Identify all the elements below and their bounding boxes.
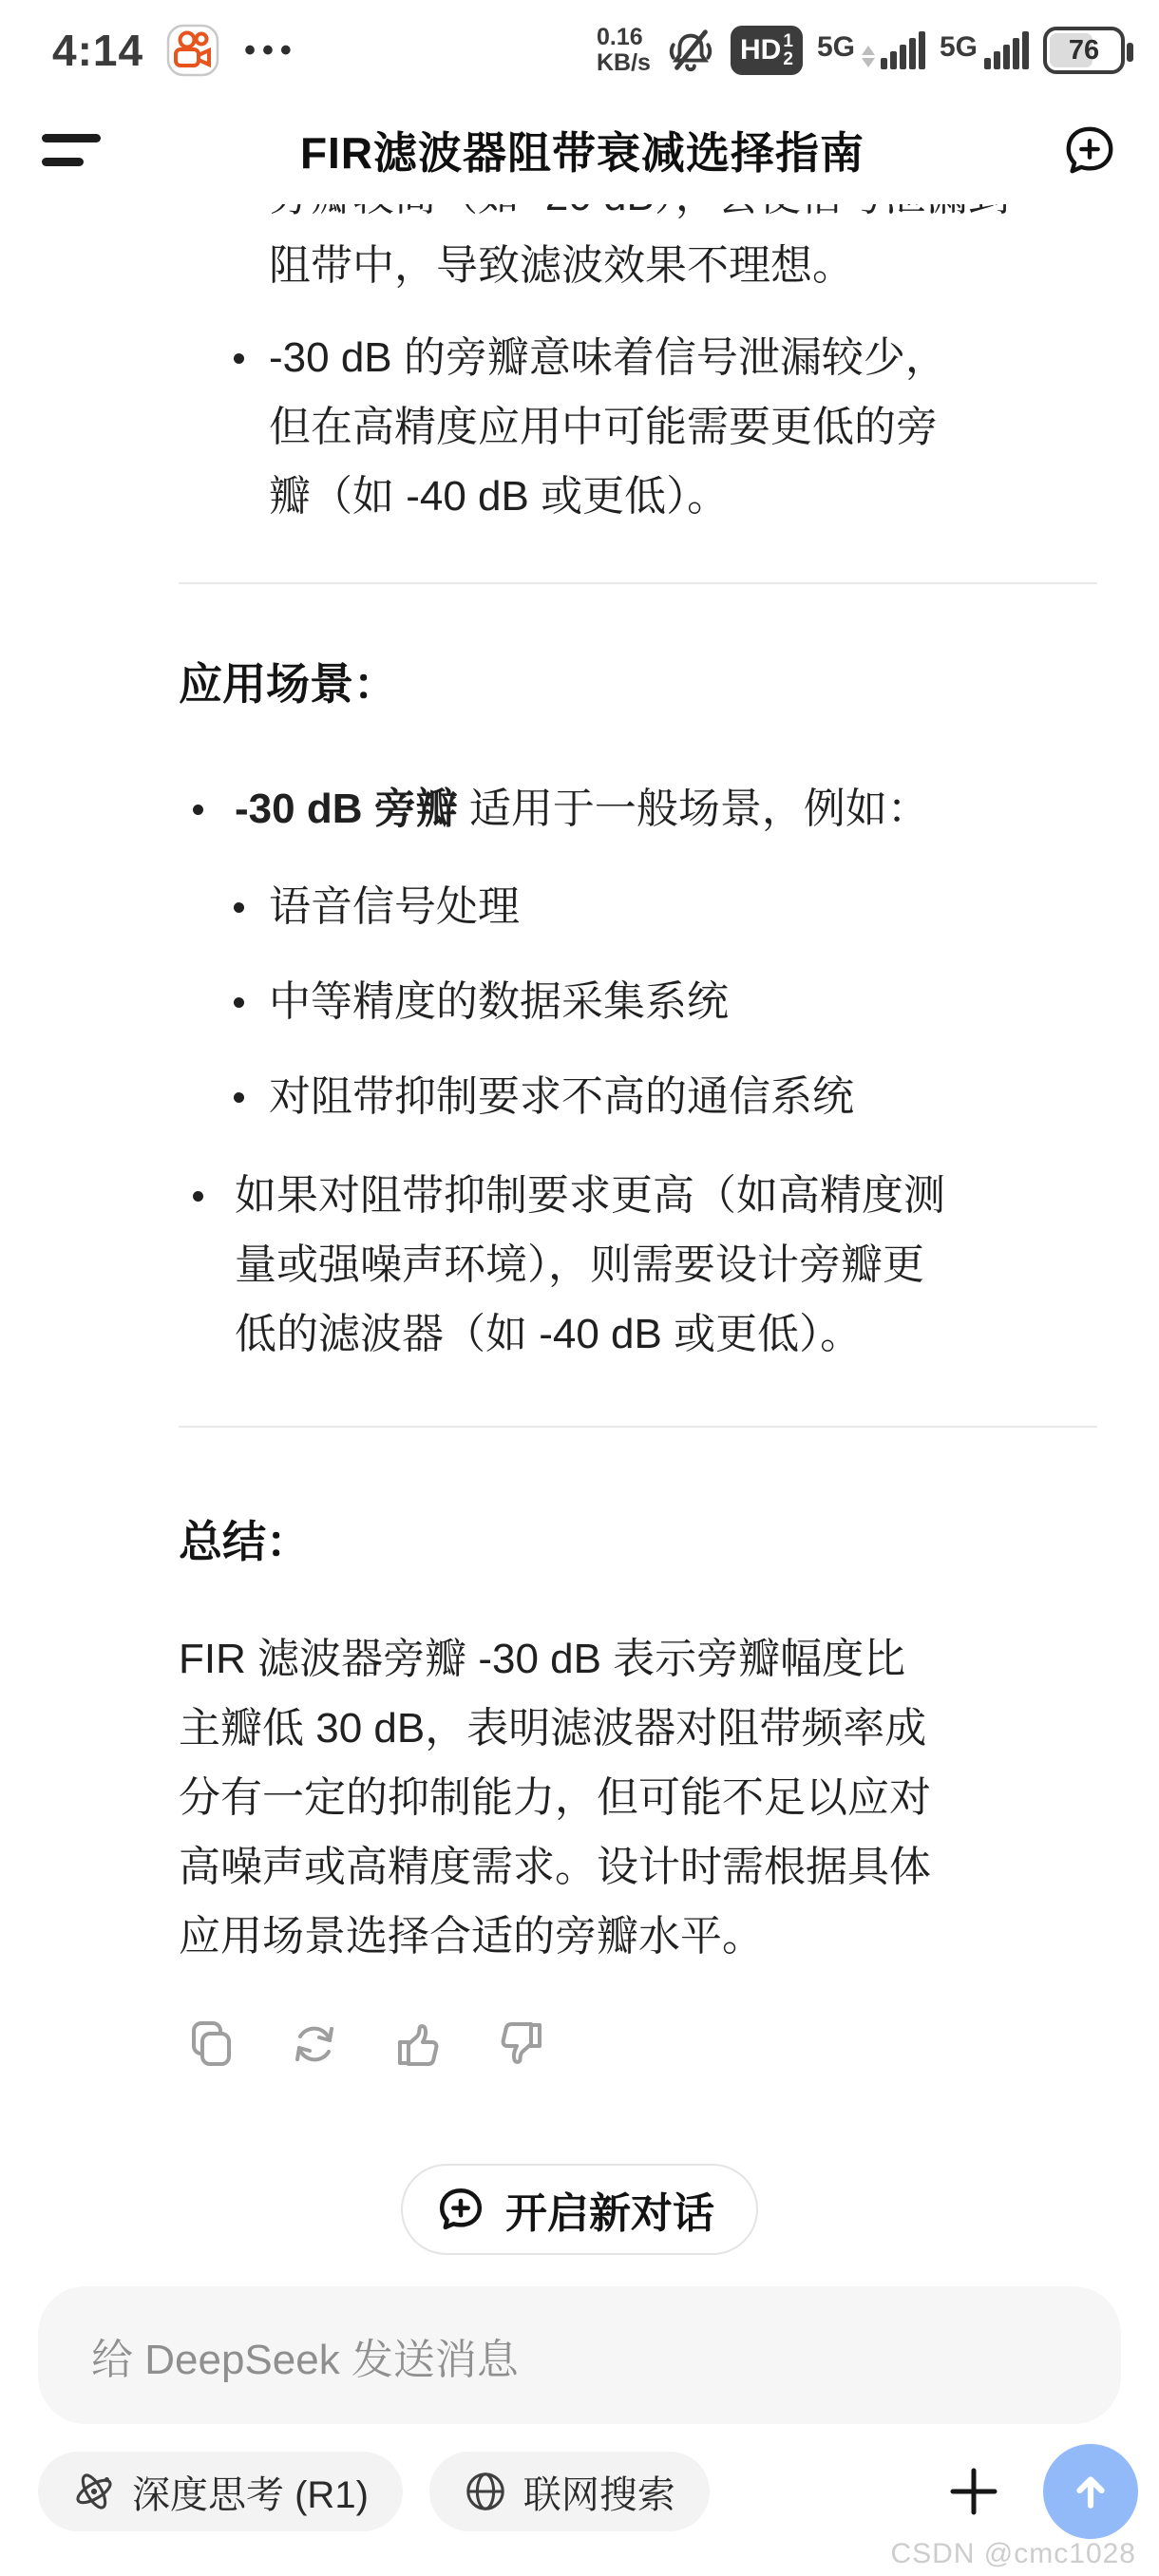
section-divider <box>179 1426 1097 1428</box>
message-line: 主瓣低 30 dB，表明滤波器对阻带频率成 <box>179 1705 927 1752</box>
plus-icon <box>947 2465 1000 2518</box>
message-line: -30 dB 旁瓣 适用于一般场景，例如： <box>235 786 929 832</box>
signal-bars-icon <box>881 31 925 69</box>
list-item <box>0 1161 1159 1369</box>
deep-think-label: 深度思考 (R1) <box>132 2473 369 2516</box>
chat-header <box>0 95 1159 204</box>
new-chat-icon[interactable] <box>1062 123 1117 178</box>
data-arrows-icon <box>862 46 875 69</box>
list-item <box>0 323 1159 531</box>
message-line: 高噪声或高精度需求。设计时需根据具体 <box>179 1844 931 1890</box>
like-button[interactable] <box>393 2017 443 2071</box>
message-line: 阻带中，导致滤波效果不理想。 <box>269 242 854 289</box>
message-line: FIR 滤波器旁瓣 -30 dB 表示旁瓣幅度比 <box>179 1636 906 1682</box>
web-search-label: 联网搜索 <box>522 2473 675 2516</box>
message-line: 中等精度的数据采集系统 <box>269 978 729 1025</box>
clock-time: 4:14 <box>52 26 144 75</box>
kuaishou-app-icon <box>166 24 219 77</box>
battery-icon: 76 <box>1043 27 1125 74</box>
signal-sim2: 5G <box>940 31 1029 69</box>
bullet-dot <box>234 902 244 913</box>
message-input[interactable] <box>38 2286 1121 2424</box>
regenerate-button[interactable] <box>290 2017 339 2071</box>
new-conversation-label: 开启新对话 <box>505 2190 714 2237</box>
message-line: 但在高精度应用中可能需要更低的旁 <box>269 404 938 450</box>
bullet-dot <box>193 1191 203 1202</box>
section-divider <box>179 582 1097 584</box>
bullet-dot <box>234 353 244 364</box>
input-placeholder: 给 DeepSeek 发送消息 <box>91 2336 519 2383</box>
atom-icon <box>72 2470 116 2513</box>
bullet-dot <box>234 1092 244 1103</box>
list-item <box>0 872 1159 941</box>
status-icons-cluster <box>597 25 1134 76</box>
message-line: 分有一定的抑制能力，但可能不足以应对 <box>179 1774 931 1821</box>
list-item <box>0 967 1159 1036</box>
deep-think-toggle[interactable] <box>38 2452 403 2531</box>
assistant-summary-paragraph <box>179 1624 1159 1971</box>
message-line: 低的滤波器（如 -40 dB 或更低）。 <box>235 1311 863 1357</box>
message-line: 语音信号处理 <box>269 883 520 930</box>
bullet-dot <box>234 997 244 1008</box>
signal-bars-icon <box>984 31 1029 69</box>
hd-voice-badge: HD 1 2 <box>731 26 803 75</box>
notification-dots: ••• <box>244 31 298 68</box>
new-chat-bubble-icon <box>435 2184 486 2235</box>
section-heading: 总结： <box>179 1517 310 1566</box>
list-item <box>0 1062 1159 1131</box>
message-line: 如果对阻带抑制要求更高（如高精度测 <box>235 1172 945 1219</box>
message-line: 应用场景选择合适的旁瓣水平。 <box>179 1913 764 1960</box>
message-actions <box>186 2017 1159 2071</box>
csdn-watermark: CSDN @cmc1028 <box>890 2538 1136 2569</box>
page-title: FIR滤波器阻带衰减选择指南 <box>299 127 865 178</box>
bullet-dot <box>193 805 203 815</box>
list-item <box>0 774 1159 843</box>
send-button[interactable] <box>1043 2444 1138 2539</box>
message-line: 瓣（如 -40 dB 或更低）。 <box>269 473 730 520</box>
network-speed: 0.16 KB/s <box>596 24 651 76</box>
composer-toolbar <box>38 2444 1138 2539</box>
chat-content[interactable] <box>0 204 1159 2576</box>
globe-icon <box>464 2470 507 2513</box>
message-line: 量或强噪声环境），则需要设计旁瓣更 <box>235 1241 924 1288</box>
dislike-button[interactable] <box>497 2017 546 2071</box>
message-line: 对阻带抑制要求不高的通信系统 <box>269 1073 854 1120</box>
copy-button[interactable] <box>186 2017 236 2071</box>
message-line: -30 dB 的旁瓣意味着信号泄漏较少， <box>269 334 947 381</box>
new-conversation-button[interactable] <box>401 2164 758 2255</box>
arrow-up-icon <box>1069 2470 1112 2513</box>
signal-sim1: 5G <box>817 31 925 69</box>
menu-button[interactable] <box>42 134 103 166</box>
mute-bell-icon <box>665 25 716 76</box>
web-search-toggle[interactable] <box>429 2452 710 2531</box>
section-heading: 应用场景： <box>179 659 397 709</box>
attach-button[interactable] <box>946 2464 1001 2519</box>
status-bar <box>0 0 1159 95</box>
